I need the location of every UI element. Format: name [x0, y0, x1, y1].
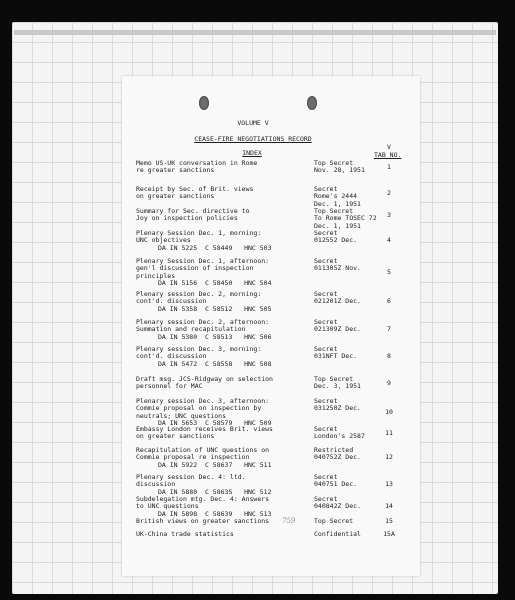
entry-tab-number: 14: [385, 502, 393, 511]
entry-classification: Secret 031250Z Dec.: [314, 397, 361, 413]
entry-description: Plenary session Dec. 3, morning: cont'd. discussion: [136, 345, 262, 361]
entry-message-numbers: DA IN 5380 C 58513 HNC 506: [158, 332, 272, 341]
entry-tab-number: 11: [385, 428, 393, 437]
entry-classification: Top Secret: [314, 517, 354, 525]
entry-tab-number: 8: [387, 352, 391, 361]
entry-classification: Secret 031NFT Dec.: [314, 345, 358, 361]
document-title: CEASE-FIRE NEGOTIATIONS RECORD: [194, 135, 312, 143]
entry-classification: Secret 040842Z Dec.: [314, 495, 361, 511]
entry-tab-number: 7: [387, 325, 391, 334]
entry-message-numbers: DA IN 5156 C 58450 HNC 504: [158, 279, 272, 288]
punch-hole-left: [199, 96, 209, 110]
entry-classification: Top Secret To Rome TOSEC 72 Dec. 1, 1951: [314, 207, 377, 230]
entry-description: Embassy London receives Brit. views on greater sanctions: [136, 425, 273, 441]
volume-heading: VOLUME V: [237, 119, 269, 127]
entry-description: UK-China trade statistics: [136, 530, 234, 538]
entry-tab-number: 1: [387, 162, 391, 171]
entry-classification: Secret 040751 Dec.: [314, 473, 358, 489]
punch-hole-right: [307, 96, 317, 110]
document-page: [122, 76, 420, 576]
entry-tab-number: 2: [387, 188, 391, 197]
entry-description: Memo US-UK conversation in Rome re greater sanctions: [136, 159, 258, 175]
tab-column-v: V: [387, 143, 391, 151]
entry-tab-number: 15: [385, 517, 393, 525]
index-heading: INDEX: [242, 149, 262, 157]
entry-description: British views on greater sanctions: [136, 517, 270, 525]
entry-classification: Secret 021309Z Dec.: [314, 318, 361, 334]
entry-tab-number: 13: [385, 480, 393, 489]
entry-classification: Top Secret Dec. 3, 1951: [314, 375, 361, 391]
entry-classification: Secret 011305Z Nov.: [314, 257, 361, 273]
entry-message-numbers: DA IN 5880 C 58635 HNC 512: [158, 487, 272, 496]
entry-message-numbers: DA IN 5653 C 58579 HNC 509: [158, 419, 272, 428]
entry-description: Plenary Session Dec. 1, morning: UNC objectives: [136, 229, 262, 245]
entry-tab-number: 5: [387, 268, 391, 277]
entry-message-numbers: DA IN 5472 C 58558 HNC 508: [158, 359, 272, 368]
entry-classification: Secret 012552 Dec.: [314, 229, 358, 245]
entry-description: Recapitulation of UNC questions on Commie proposal re inspection: [136, 446, 270, 462]
top-edge-strip: [14, 30, 496, 35]
entry-tab-number: 6: [387, 297, 391, 306]
entry-tab-number: 3: [387, 210, 391, 219]
tab-column-heading: TAB NO.: [374, 151, 402, 159]
entry-description: Plenary session Dec. 2, afternoon: Summation and recapitulation: [136, 318, 270, 334]
entry-tab-number: 10: [385, 408, 393, 417]
entry-classification: Top Secret Nov. 28, 1951: [314, 159, 365, 175]
entry-tab-number: 15A: [383, 530, 395, 538]
entry-tab-number: 4: [387, 236, 391, 245]
entry-description: Plenary Session Dec. 1, afternoon: gen'l discussion of inspection principles: [136, 257, 270, 280]
entry-message-numbers: DA IN 5898 C 58639 HNC 513: [158, 509, 272, 518]
entry-description: Summary for Sec. directive to Joy on inspection policies: [136, 207, 250, 223]
entry-description: Plenary session Dec. 4: ltd. discussion: [136, 473, 246, 489]
entry-description: Subdelegation mtg. Dec. 4: Answers to UNC questions: [136, 495, 270, 511]
entry-message-numbers: DA IN 5358 C 58512 HNC 505: [158, 304, 272, 313]
entry-classification: Secret 021201Z Dec.: [314, 290, 361, 306]
entry-tab-number: 9: [387, 378, 391, 387]
entry-description: Plenary session Dec. 2, morning: cont'd. discussion: [136, 290, 262, 306]
entry-description: Plenary session Dec. 3, afternoon: Commie proposal on inspection by neutrals; UNC questions: [136, 397, 270, 420]
entry-classification: Secret Rome's 2444 Dec. 1, 1951: [314, 185, 361, 208]
entry-message-numbers: DA IN 5922 C 58637 HNC 511: [158, 460, 272, 469]
handwritten-note: 759: [282, 517, 296, 525]
entry-description: Draft msg. JCS-Ridgway on selection personnel for MAC: [136, 375, 273, 391]
entry-classification: Restricted 040752Z Dec.: [314, 446, 361, 462]
entry-classification: Confidential: [314, 530, 361, 538]
entry-tab-number: 12: [385, 453, 393, 462]
entry-description: Receipt by Sec. of Brit. views on greater sanctions: [136, 185, 254, 201]
entry-message-numbers: DA IN 5225 C 58449 HNC 503: [158, 243, 272, 252]
entry-classification: Secret London's 2587: [314, 425, 365, 441]
